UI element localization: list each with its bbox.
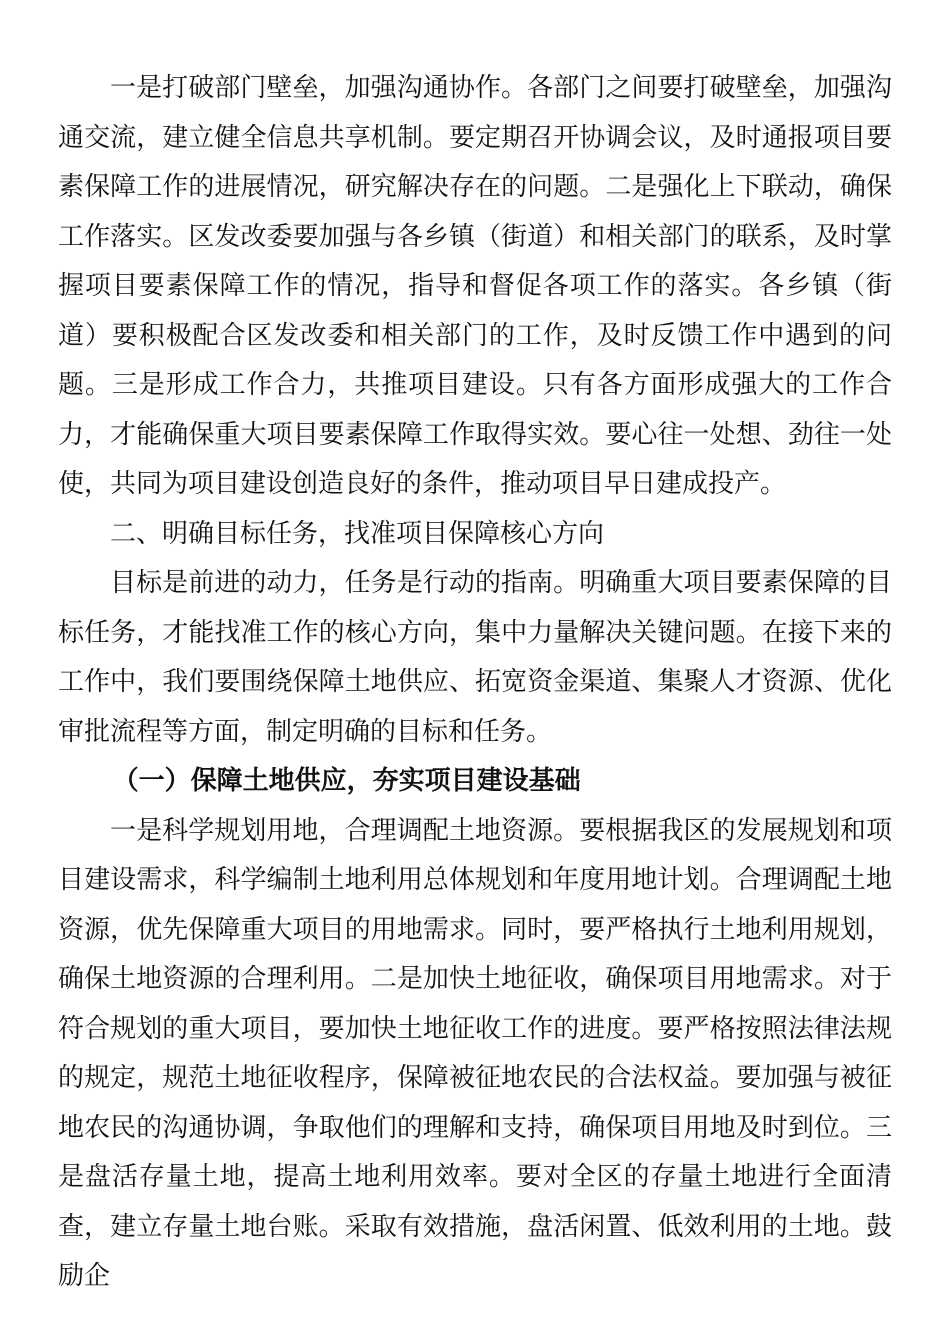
body-paragraph: 一是科学规划用地，合理调配土地资源。要根据我区的发展规划和项目建设需求，科学编制土地利用总体规划和年度用地计划。合理调配土地资源，优先保障重大项目的用地需求。同时，要严格执行土地利用规划，确保土地资源的合理利用。二是加快土地征收，确保项目用地需求。对于符合规划的重大项目，要加快土地征收工作的进度。要严格按照法律法规的规定，规范土地征收程序，保障被征地农民的合法权益。要加强与被征地农民的沟通协调，争取他们的理解和支持，确保项目用地及时到位。三是盘活存量土地，提高土地利用效率。要对全区的存量土地进行全面清查，建立存量土地台账。采取有效措施，盘活闲置、低效利用的土地。鼓励企 xyxy=(58,815,892,1291)
body-paragraph: 一是打破部门壁垒，加强沟通协作。各部门之间要打破壁垒，加强沟通交流，建立健全信息共享机制。要定期召开协调会议，及时通报项目要素保障工作的进展情况，研究解决存在的问题。二是强化上下联动，确保工作落实。区发改委要加强与各乡镇（街道）和相关部门的联系，及时掌握项目要素保障工作的情况，指导和督促各项工作的落实。各乡镇（街道）要积极配合区发改委和相关部门的工作，及时反馈工作中遇到的问题。三是形成工作合力，共推项目建设。只有各方面形成强大的工作合力，才能确保重大项目要素保障工作取得实效。要心往一处想、劲往一处使，共同为项目建设创造良好的条件，推动项目早日建成投产。 xyxy=(58,73,892,499)
body-paragraph: 目标是前进的动力，任务是行动的指南。明确重大项目要素保障的目标任务，才能找准工作的核心方向，集中力量解决关键问题。在接下来的工作中，我们要围绕保障土地供应、拓宽资金渠道、集聚人才资源、优化审批流程等方面，制定明确的目标和任务。 xyxy=(58,568,892,747)
document-page xyxy=(58,64,892,1302)
subsection-heading: （一）保障土地供应，夯实项目建设基础 xyxy=(112,766,581,796)
section-heading: 二、明确目标任务，找准项目保障核心方向 xyxy=(110,518,605,549)
